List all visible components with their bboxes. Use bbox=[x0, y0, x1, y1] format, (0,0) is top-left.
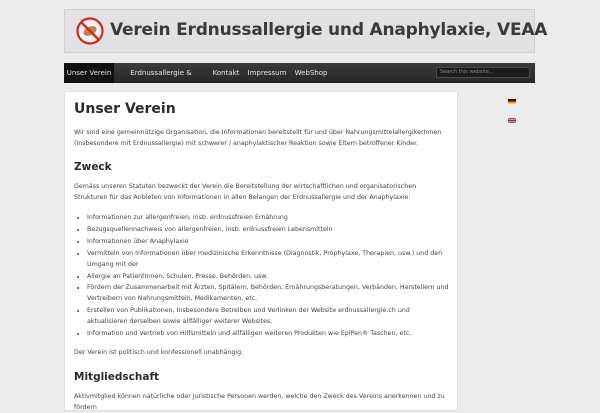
language-switcher bbox=[508, 91, 516, 129]
mitgliedschaft-paragraph: Aktivmitglied können natürliche oder juristische Personen werden, welche den Zweck des Vereins anerkennen und zu fördern bbox=[74, 393, 445, 411]
list-item: • Bezugsquellennachweis von allergenfreien, insb. erdnussfreien Lebensmitteln bbox=[87, 225, 449, 236]
main-content bbox=[64, 91, 458, 411]
list-item: • Informationen über Anaphylaxie bbox=[87, 237, 449, 248]
list-item: • Vermitteln von Informationen über medizinische Erkenntnisse (Diagnostik, Prophylaxe, Therapien, usw.) und den Umgang mit der bbox=[87, 249, 449, 271]
list-item: • Allergie an PatientInnen, Schulen, Presse, Behörden, usw. bbox=[87, 272, 449, 283]
no-peanut-logo-icon[interactable] bbox=[76, 17, 104, 45]
uk-flag-icon[interactable] bbox=[508, 118, 516, 123]
search-input[interactable]: Search this website... bbox=[436, 67, 530, 78]
nav-item-impressum[interactable]: Impressum bbox=[247, 69, 287, 77]
nav-item-kontakt[interactable]: Kontakt bbox=[212, 69, 240, 77]
list-item: • Fördern der Zusammenarbeit mit Ärzten, Spitälern, Behörden, Ernährungsberatungen, Verbänden, Herstellern und Vertreibern von Nahrungsmitteln, Medikamenten, etc. bbox=[87, 283, 449, 305]
intro-paragraph: Wir sind eine gemeinnützige Organisation, die Informationen bereitstellt für und über NahrungsmittelallergikerInnen (insbesondere mit Erdnussallergie) mit schwerer / anaphylaktischer Reaktion sowie Eltern betroffener Kinder. bbox=[74, 129, 442, 147]
list-item: • Informationen zur allergenfreien, insb. erdnussfreien Ernährung bbox=[87, 213, 449, 224]
site-title[interactable]: Verein Erdnussallergie und Anaphylaxie, VEAA bbox=[110, 20, 548, 40]
list-item: • Information und Vertrieb von Hilfsmitteln und allfälligen weiteren Produkten wie EpiPen® Taschen, etc. bbox=[87, 329, 449, 340]
zweck-list bbox=[74, 213, 449, 341]
nav-item-erdnussallergie[interactable]: Erdnussallergie & bbox=[130, 69, 192, 77]
section-heading-zweck: Zweck bbox=[74, 161, 112, 173]
main-navigation bbox=[64, 63, 535, 83]
german-flag-icon[interactable] bbox=[508, 99, 516, 104]
page-title: Unser Verein bbox=[74, 101, 176, 117]
zweck-paragraph: Gemäss unseren Statuten bezweckt der Verein die Bereitstellung der wirtschaftlichen und organisatorischen Strukturen für das Anbieten von Informationen in allen Belangen der Erdnussallergie und der Anaphylaxie: bbox=[74, 183, 417, 201]
nav-item-unser-verein[interactable]: Unser Verein bbox=[64, 63, 114, 83]
nav-item-webshop[interactable]: WebShop bbox=[294, 69, 328, 77]
neutral-paragraph: Der Verein ist politisch und konfessionell unabhängig. bbox=[74, 349, 244, 356]
section-heading-mitgliedschaft: Mitgliedschaft bbox=[74, 371, 160, 383]
site-header bbox=[64, 9, 548, 53]
list-item: • Erstellen von Publikationen, Insbesondere Betreiben und Verlinken der Website erdnussallergie.ch und aktualisieren derselben sowie allfälliger weiterer Websites. bbox=[87, 306, 449, 328]
